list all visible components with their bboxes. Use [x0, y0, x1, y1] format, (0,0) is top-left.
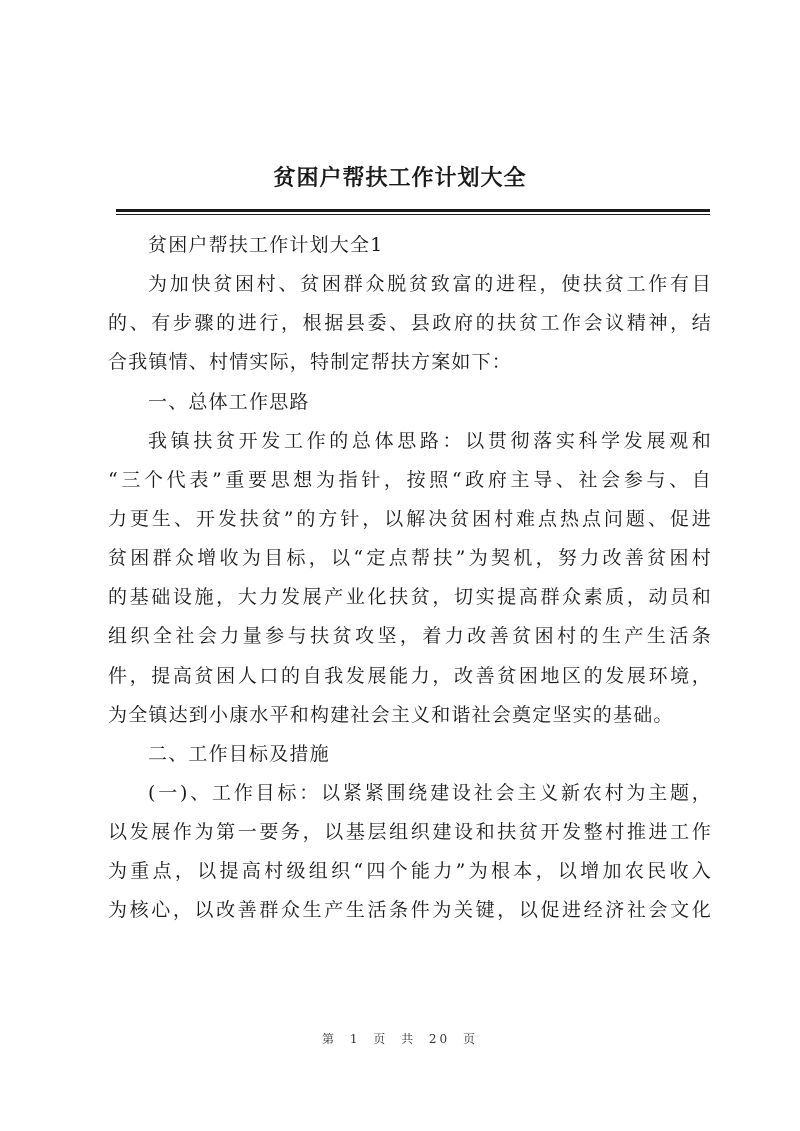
paragraph-line: 以发展作为第一要务，以基层组织建设和扶贫开发整村推进工作 [108, 821, 712, 844]
document-title: 贫困户帮扶工作计划大全 [273, 166, 527, 191]
paragraph-line: 的、有步骤的进行，根据县委、县政府的扶贫工作会议精神，结 [108, 312, 712, 335]
paragraph-line: 为重点，以提高村级组织“四个能力”为根本，以增加农民收入 [108, 860, 712, 883]
paragraph-line: 我镇扶贫开发工作的总体思路：以贯彻落实科学发展观和 [148, 429, 712, 452]
paragraph-line: 为核心，以改善群众生产生活条件为关键，以促进经济社会文化 [108, 899, 712, 922]
paragraph-line: 的基础设施，大力发展产业化扶贫，切实提高群众素质，动员和 [108, 586, 712, 609]
paragraph-line: 力更生、开发扶贫”的方针，以解决贫困村难点热点问题、促进 [108, 507, 712, 530]
paragraph-line: 为加快贫困村、贫困群众脱贫致富的进程，使扶贫工作有目 [148, 273, 712, 296]
section-heading: 贫困户帮扶工作计划大全1 [148, 234, 384, 256]
paragraph-line: 为全镇达到小康水平和构建社会主义和谐社会奠定坚实的基础。 [108, 703, 674, 726]
title-rule-thick [116, 209, 710, 212]
section-heading: 二、工作目标及措施 [148, 742, 330, 765]
paragraph-line: 合我镇情、村情实际，特制定帮扶方案如下： [108, 351, 513, 374]
paragraph-line: 贫困群众增收为目标，以“定点帮扶”为契机，努力改善贫困村 [108, 547, 712, 570]
paragraph-line: “三个代表”重要思想为指针，按照“政府主导、社会参与、自 [108, 468, 712, 491]
page-number-footer: 第 1 页 共 20 页 [322, 1032, 478, 1046]
section-heading: 一、总体工作思路 [148, 390, 310, 413]
paragraph-line: (一)、工作目标：以紧紧围绕建设社会主义新农村为主题， [148, 781, 712, 804]
title-rule-thin [116, 214, 710, 215]
document-body [108, 226, 712, 931]
paragraph-line: 组织全社会力量参与扶贫攻坚，着力改善贫困村的生产生活条 [108, 625, 712, 648]
paragraph-line: 件，提高贫困人口的自我发展能力，改善贫困地区的发展环境， [108, 664, 712, 687]
